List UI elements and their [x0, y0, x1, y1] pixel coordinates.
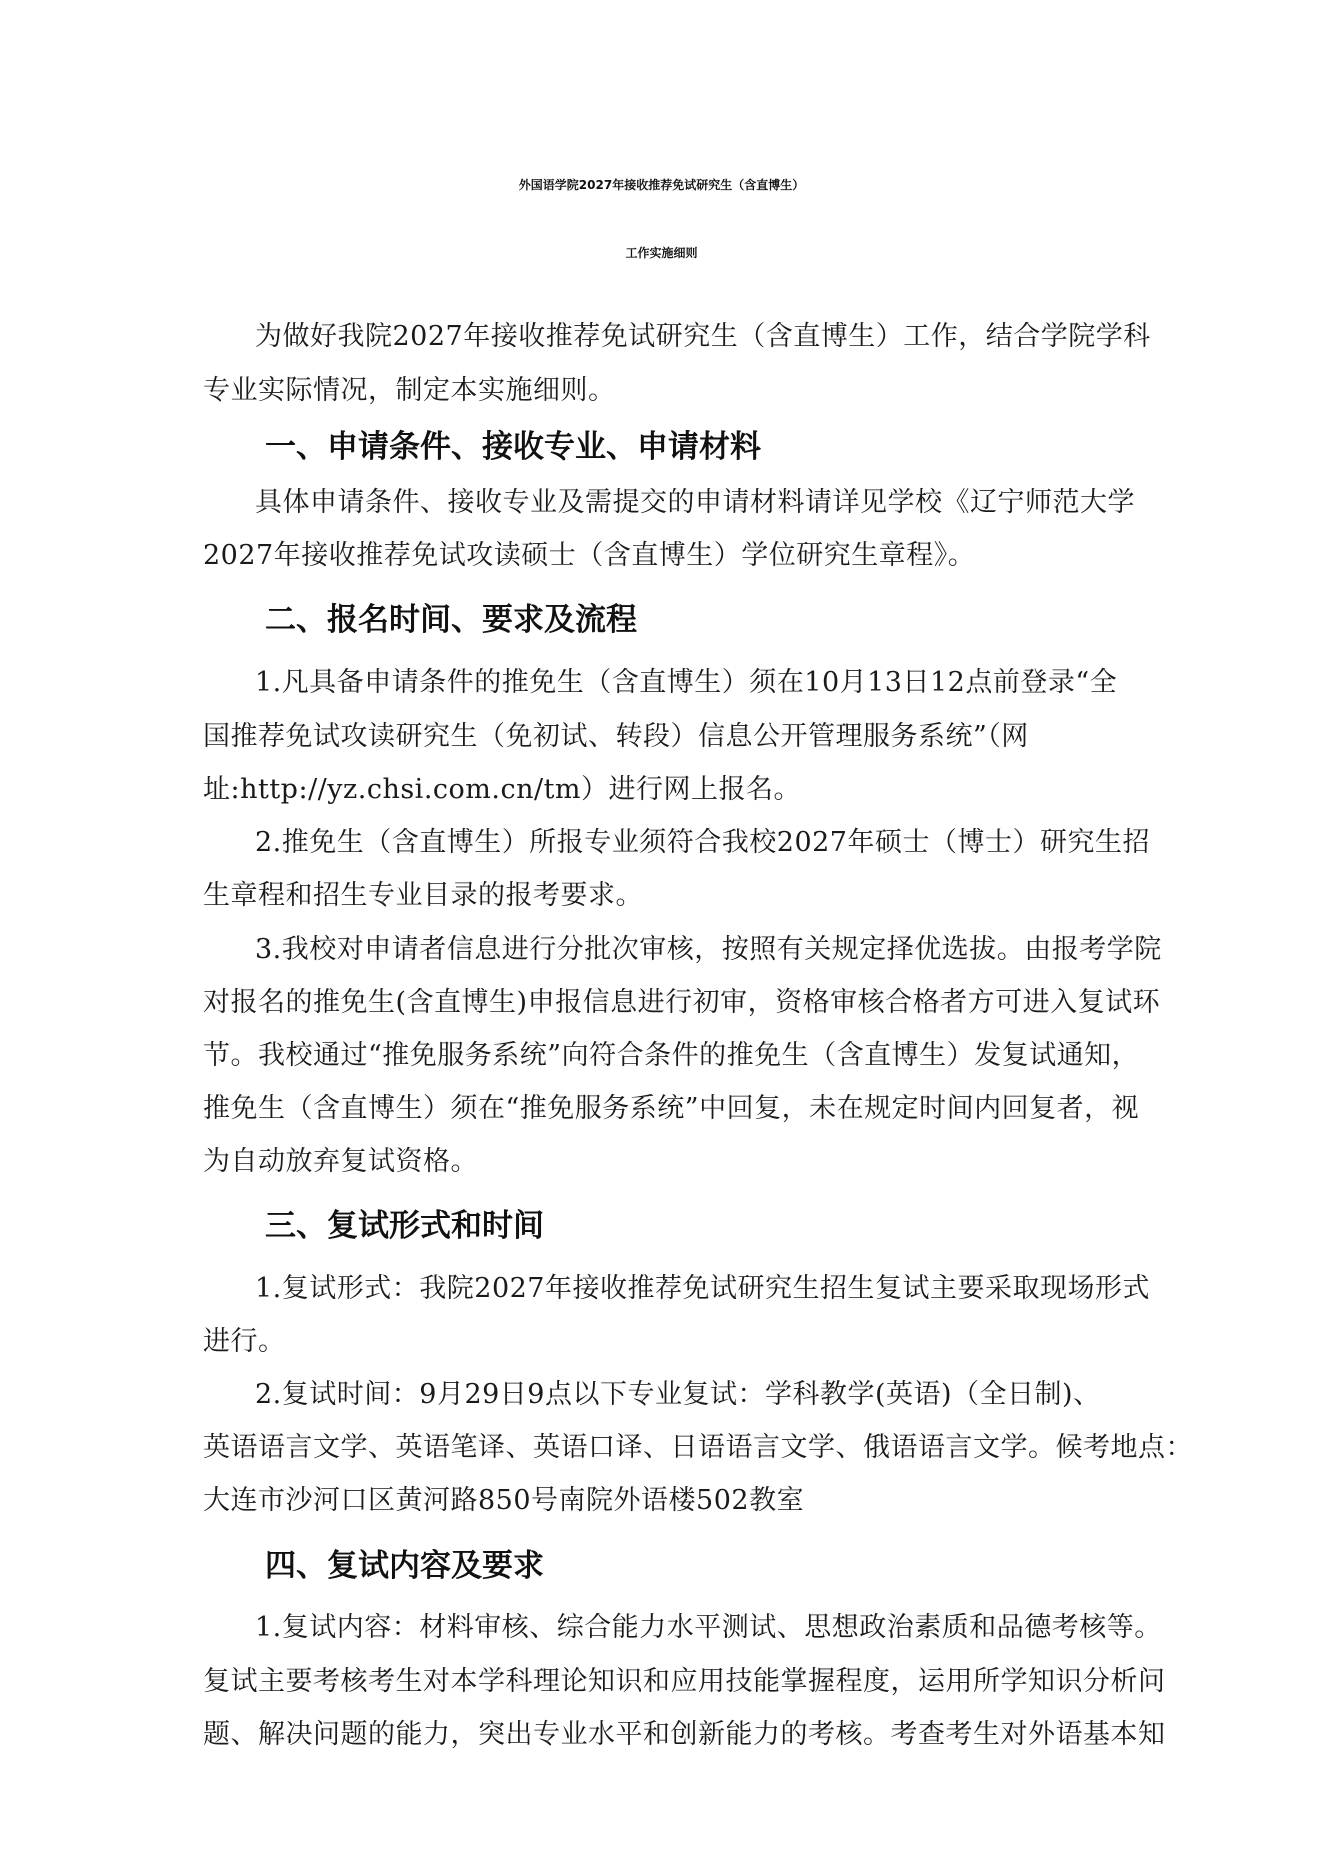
document-title-line1: 外国语学院2027年接收推荐免试研究生（含直博生）	[518, 178, 805, 192]
section2-heading: 二、报名时间、要求及流程	[265, 602, 637, 638]
section3-heading: 三、复试形式和时间	[265, 1208, 544, 1244]
section2-line-5: 生章程和招生专业目录的报考要求。	[203, 880, 643, 911]
section3-line-3: 2.复试时间：9月29日9点以下专业复试：学科教学(英语)（全日制)、	[255, 1379, 1101, 1410]
section3-line-4: 英语语言文学、英语笔译、英语口译、日语语言文学、俄语语言文学。候考地点：	[203, 1432, 1193, 1463]
section3-line-2: 进行。	[203, 1326, 286, 1357]
section4-line-3: 题、解决问题的能力，突出专业水平和创新能力的考核。考查考生对外语基本知	[203, 1719, 1166, 1750]
section2-line-2: 国推荐免试攻读研究生（免初试、转段）信息公开管理服务系统”（网	[203, 721, 1029, 752]
section4-line-1: 1.复试内容：材料审核、综合能力水平测试、思想政治素质和品德考核等。	[255, 1612, 1162, 1643]
section1-line-2: 2027年接收推荐免试攻读硕士（含直博生）学位研究生章程》。	[203, 540, 976, 571]
section2-line-1: 1.凡具备申请条件的推免生（含直博生）须在10月13日12点前登录“全	[255, 667, 1118, 698]
section2-line-7: 对报名的推免生(含直博生)申报信息进行初审，资格审核合格者方可进入复试环	[203, 987, 1161, 1018]
intro-line-2: 专业实际情况，制定本实施细则。	[203, 375, 616, 406]
section4-heading: 四、复试内容及要求	[265, 1548, 544, 1584]
section2-line-10: 为自动放弃复试资格。	[203, 1146, 478, 1177]
section2-line-4: 2.推免生（含直博生）所报专业须符合我校2027年硕士（博士）研究生招	[255, 827, 1150, 858]
section1-line-1: 具体申请条件、接收专业及需提交的申请材料请详见学校《辽宁师范大学	[255, 487, 1135, 518]
section2-line-9: 推免生（含直博生）须在“推免服务系统”中回复，未在规定时间内回复者，视	[203, 1093, 1140, 1124]
section3-line-5: 大连市沙河口区黄河路850号南院外语楼502教室	[203, 1485, 805, 1516]
intro-line-1: 为做好我院2027年接收推荐免试研究生（含直博生）工作，结合学院学科	[255, 321, 1151, 352]
section3-line-1: 1.复试形式：我院2027年接收推荐免试研究生招生复试主要采取现场形式	[255, 1273, 1150, 1304]
section2-line-8: 节。我校通过“推免服务系统”向符合条件的推免生（含直博生）发复试通知，	[203, 1040, 1140, 1071]
section2-line-3: 址:http://yz.chsi.com.cn/tm）进行网上报名。	[203, 774, 802, 805]
section2-line-6: 3.我校对申请者信息进行分批次审核，按照有关规定择优选拔。由报考学院	[255, 934, 1162, 965]
section4-line-2: 复试主要考核考生对本学科理论知识和应用技能掌握程度，运用所学知识分析问	[203, 1666, 1166, 1697]
document-title-line2: 工作实施细则	[625, 246, 698, 260]
section1-heading: 一、申请条件、接收专业、申请材料	[265, 429, 761, 465]
